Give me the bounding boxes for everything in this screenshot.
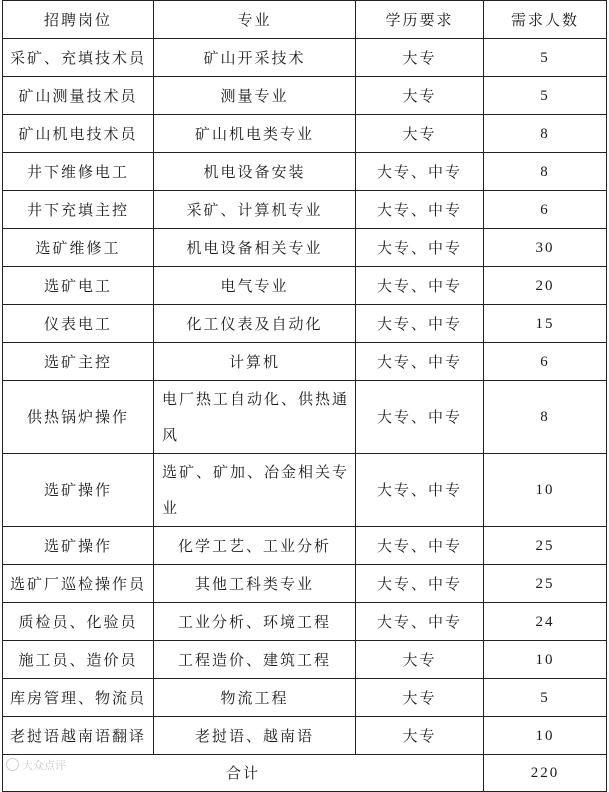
table-row <box>3 267 607 305</box>
cell-position: 选矿厂巡检操作员 <box>3 565 154 603</box>
cell-position: 选矿维修工 <box>3 229 154 267</box>
cell-education: 大专 <box>356 77 484 115</box>
cell-major: 矿山机电类专业 <box>154 115 356 153</box>
cell-position: 质检员、化验员 <box>3 603 154 641</box>
watermark-text: 大众点评 <box>22 759 66 772</box>
cell-count: 15 <box>484 305 607 343</box>
table-row <box>3 191 607 229</box>
cell-major: 机电设备安装 <box>154 153 356 191</box>
cell-position: 井下充填主控 <box>3 191 154 229</box>
table-row <box>3 641 607 679</box>
cell-education: 大专、中专 <box>356 305 484 343</box>
cell-position: 仪表电工 <box>3 305 154 343</box>
cell-position: 矿山机电技术员 <box>3 115 154 153</box>
table-row <box>3 77 607 115</box>
table-row <box>3 679 607 717</box>
cell-position: 供热锅炉操作 <box>3 381 154 454</box>
cell-count: 10 <box>484 641 607 679</box>
header-position: 招聘岗位 <box>3 1 154 39</box>
cell-position: 井下维修电工 <box>3 153 154 191</box>
cell-position: 选矿操作 <box>3 527 154 565</box>
table-row <box>3 153 607 191</box>
table-row <box>3 603 607 641</box>
header-education: 学历要求 <box>356 1 484 39</box>
table-row <box>3 717 607 755</box>
cell-position: 采矿、充填技术员 <box>3 39 154 77</box>
cell-count: 6 <box>484 343 607 381</box>
cell-education: 大专、中专 <box>356 153 484 191</box>
total-value: 220 <box>484 755 607 792</box>
cell-major: 电厂热工自动化、供热通风 <box>154 381 356 454</box>
cell-education: 大专、中专 <box>356 267 484 305</box>
table-row <box>3 39 607 77</box>
cell-education: 大专 <box>356 641 484 679</box>
cell-major: 矿山开采技术 <box>154 39 356 77</box>
cell-position: 选矿电工 <box>3 267 154 305</box>
cell-major: 工程造价、建筑工程 <box>154 641 356 679</box>
cell-major: 物流工程 <box>154 679 356 717</box>
header-major: 专业 <box>154 1 356 39</box>
cell-education: 大专、中专 <box>356 381 484 454</box>
cell-education: 大专、中专 <box>356 229 484 267</box>
cell-major: 老挝语、越南语 <box>154 717 356 755</box>
cell-count: 30 <box>484 229 607 267</box>
cell-count: 25 <box>484 527 607 565</box>
cell-education: 大专、中专 <box>356 191 484 229</box>
cell-major: 测量专业 <box>154 77 356 115</box>
cell-count: 5 <box>484 679 607 717</box>
cell-position: 施工员、造价员 <box>3 641 154 679</box>
cell-position: 选矿主控 <box>3 343 154 381</box>
cell-major: 化学工艺、工业分析 <box>154 527 356 565</box>
cell-education: 大专、中专 <box>356 603 484 641</box>
cell-major: 电气专业 <box>154 267 356 305</box>
table-row <box>3 115 607 153</box>
cell-major: 化工仪表及自动化 <box>154 305 356 343</box>
header-count: 需求人数 <box>484 1 607 39</box>
cell-major: 计算机 <box>154 343 356 381</box>
table-row <box>3 527 607 565</box>
table-row <box>3 305 607 343</box>
table-row <box>3 565 607 603</box>
cell-position: 选矿操作 <box>3 454 154 527</box>
cell-education: 大专、中专 <box>356 454 484 527</box>
cell-count: 8 <box>484 381 607 454</box>
cell-education: 大专、中专 <box>356 565 484 603</box>
cell-count: 5 <box>484 77 607 115</box>
cell-major: 工业分析、环境工程 <box>154 603 356 641</box>
cell-major: 选矿、矿加、冶金相关专业 <box>154 454 356 527</box>
table-row <box>3 381 607 454</box>
table-row <box>3 454 607 527</box>
cell-count: 20 <box>484 267 607 305</box>
cell-position: 矿山测量技术员 <box>3 77 154 115</box>
total-row <box>3 755 607 792</box>
table-row <box>3 343 607 381</box>
cell-education: 大专、中专 <box>356 527 484 565</box>
cell-count: 25 <box>484 565 607 603</box>
cell-major: 机电设备相关专业 <box>154 229 356 267</box>
recruitment-table <box>2 0 607 792</box>
cell-count: 10 <box>484 717 607 755</box>
cell-education: 大专 <box>356 115 484 153</box>
cell-education: 大专、中专 <box>356 343 484 381</box>
cell-position: 库房管理、物流员 <box>3 679 154 717</box>
cell-major: 采矿、计算机专业 <box>154 191 356 229</box>
header-row <box>3 1 607 39</box>
cell-education: 大专 <box>356 39 484 77</box>
cell-count: 10 <box>484 454 607 527</box>
cell-count: 8 <box>484 153 607 191</box>
cell-count: 24 <box>484 603 607 641</box>
table-row <box>3 229 607 267</box>
total-label: 合计 <box>3 755 484 792</box>
cell-count: 8 <box>484 115 607 153</box>
cell-count: 6 <box>484 191 607 229</box>
cell-major: 其他工科类专业 <box>154 565 356 603</box>
cell-education: 大专 <box>356 717 484 755</box>
cell-position: 老挝语越南语翻译 <box>3 717 154 755</box>
watermark-logo-icon <box>6 758 19 771</box>
cell-education: 大专 <box>356 679 484 717</box>
watermark <box>6 757 66 773</box>
cell-count: 5 <box>484 39 607 77</box>
